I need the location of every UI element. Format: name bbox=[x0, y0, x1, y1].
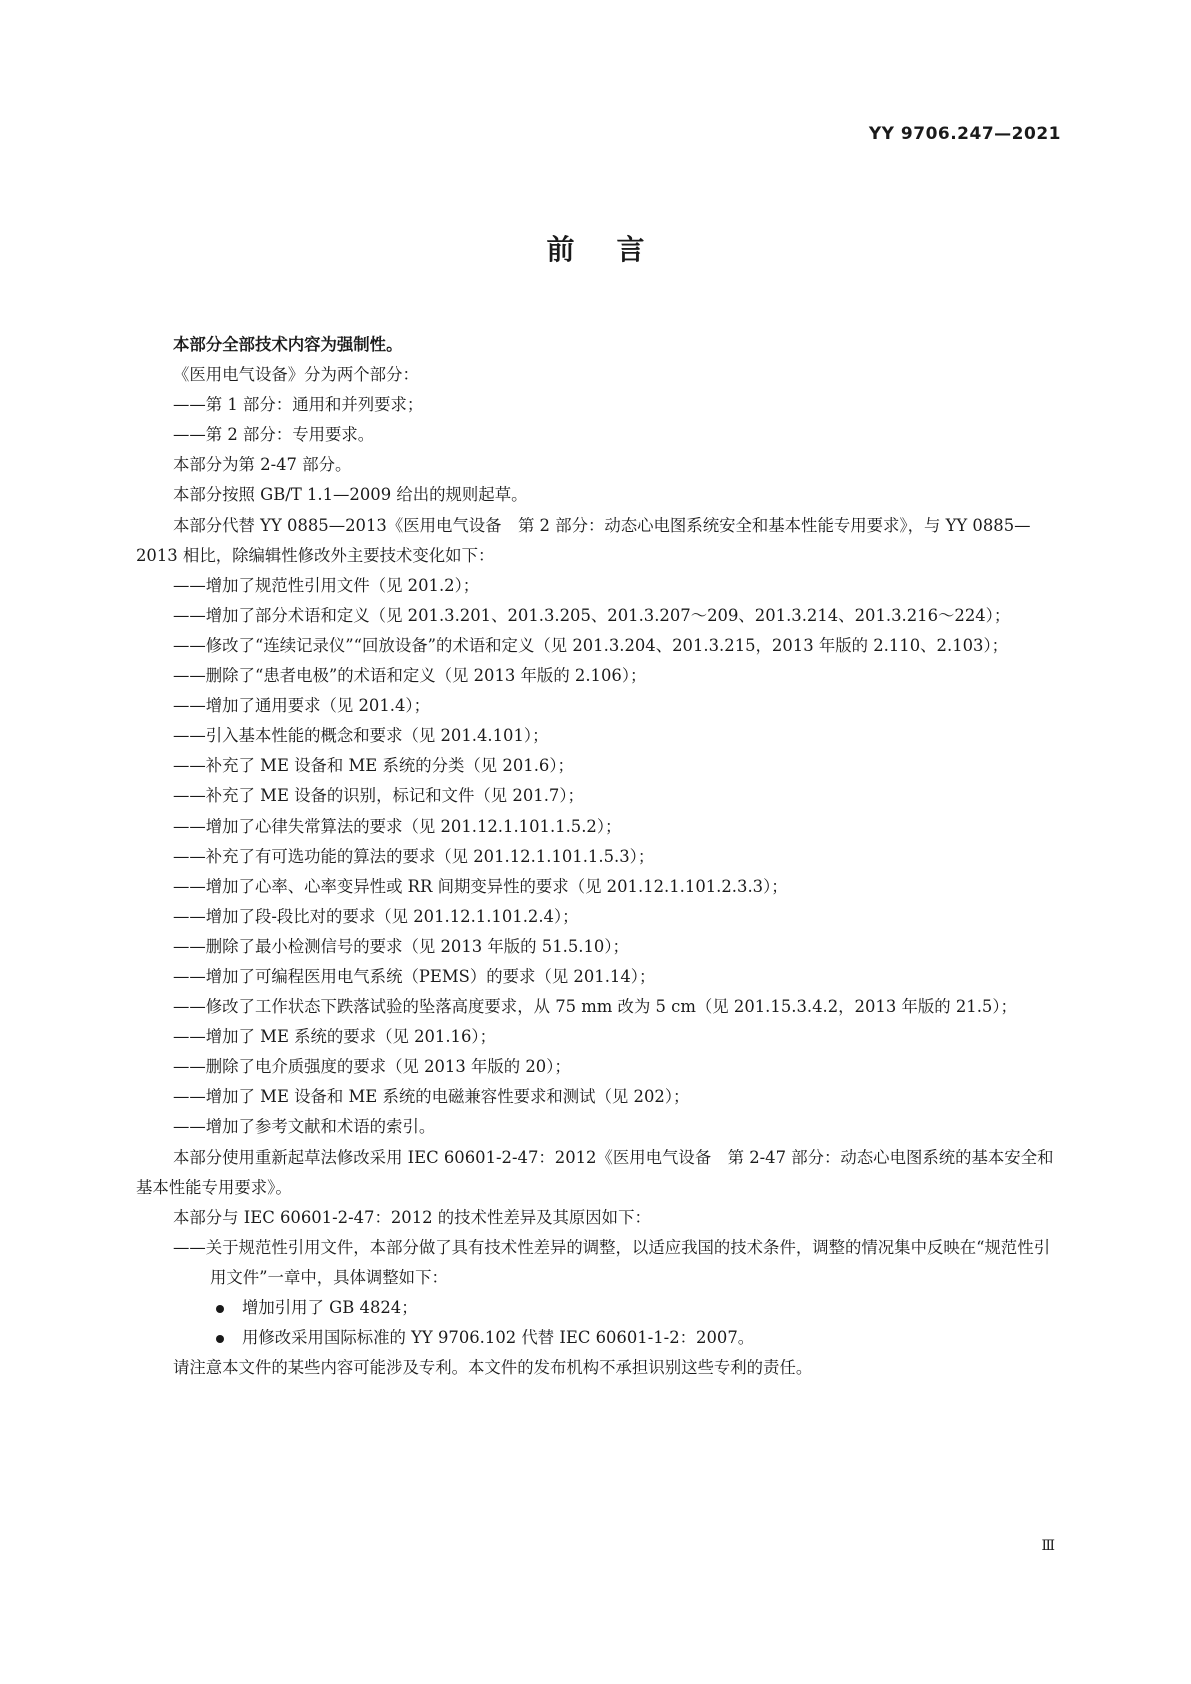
list-item bbox=[136, 872, 1061, 902]
list-item bbox=[136, 1233, 1061, 1293]
bullet-item bbox=[136, 1293, 1061, 1323]
list-item bbox=[136, 932, 1061, 962]
list-item-text: ——增加了 ME 设备和 ME 系统的电磁兼容性要求和测试（见 202）； bbox=[173, 1087, 690, 1107]
list-item-text: ——修改了工作状态下跌落试验的坠落高度要求，从 75 mm 改为 5 cm（见 201.15.3.4.2，2013 年版的 21.5）； bbox=[173, 997, 1017, 1017]
list-item bbox=[136, 902, 1061, 932]
list-item-text: ——引入基本性能的概念和要求（见 201.4.101）； bbox=[173, 726, 549, 746]
bullet-icon bbox=[216, 1305, 224, 1313]
list-item bbox=[136, 661, 1061, 691]
list-item bbox=[136, 751, 1061, 781]
list-item bbox=[136, 842, 1061, 872]
list-item-text: ——第 1 部分：通用和并列要求； bbox=[173, 395, 424, 415]
list-item bbox=[136, 1112, 1061, 1142]
patent-notice: 请注意本文件的某些内容可能涉及专利。本文件的发布机构不承担识别这些专利的责任。 bbox=[173, 1358, 813, 1378]
list-item-text: ——增加了参考文献和术语的索引。 bbox=[173, 1117, 436, 1137]
list-item-text: ——增加了心率、心率变异性或 RR 间期变异性的要求（见 201.12.1.101.2.3.3）； bbox=[173, 876, 788, 896]
part-number-paragraph: 本部分为第 2-47 部分。 bbox=[173, 455, 352, 475]
mandatory-statement: 本部分全部技术内容为强制性。 bbox=[173, 335, 403, 354]
list-item-text: ——增加了心律失常算法的要求（见 201.12.1.101.1.5.2）； bbox=[173, 816, 622, 836]
list-item bbox=[136, 1082, 1061, 1112]
bullet-text: 增加引用了 GB 4824； bbox=[242, 1298, 418, 1317]
list-item bbox=[136, 1052, 1061, 1082]
foreword-content bbox=[136, 330, 1061, 1383]
adoption-paragraph: 本部分使用重新起草法修改采用 IEC 60601-2-47：2012《医用电气设备 第 2-47 部分：动态心电图系统的基本安全和基本性能专用要求》。 bbox=[136, 1147, 1054, 1197]
list-item bbox=[136, 571, 1061, 601]
list-item bbox=[136, 691, 1061, 721]
list-item bbox=[136, 420, 1061, 450]
list-item-text: ——增加了规范性引用文件（见 201.2）； bbox=[173, 575, 480, 595]
list-item-text: ——增加了 ME 系统的要求（见 201.16）； bbox=[173, 1027, 496, 1047]
list-item bbox=[136, 631, 1061, 661]
standard-code: YY 9706.247—2021 bbox=[868, 124, 1061, 144]
list-item-text: ——第 2 部分：专用要求。 bbox=[173, 425, 375, 445]
list-item-text: ——修改了“连续记录仪”“回放设备”的术语和定义（见 201.3.204、201.3.215，2013 年版的 2.110、2.103）； bbox=[173, 635, 1009, 655]
page-number: Ⅲ bbox=[1041, 1538, 1055, 1554]
list-item-text: ——增加了可编程医用电气系统（PEMS）的要求（见 201.14）； bbox=[173, 966, 656, 986]
list-item-text: ——关于规范性引用文件，本部分做了具有技术性差异的调整，以适应我国的技术条件，调整的情况集中反映在“规范性引用文件”一章中，具体调整如下： bbox=[173, 1237, 1051, 1287]
list-item-text: ——删除了“患者电极”的术语和定义（见 2013 年版的 2.106）； bbox=[173, 666, 647, 686]
list-item bbox=[136, 992, 1061, 1022]
parts-intro: 《医用电气设备》分为两个部分： bbox=[173, 365, 419, 385]
bullet-text: 用修改采用国际标准的 YY 9706.102 代替 IEC 60601-1-2：2007。 bbox=[242, 1328, 755, 1348]
list-item-text: ——增加了部分术语和定义（见 201.3.201、201.3.205、201.3.207～209、201.3.214、201.3.216～224）； bbox=[173, 605, 1011, 625]
list-item bbox=[136, 721, 1061, 751]
list-item bbox=[136, 812, 1061, 842]
replacement-paragraph: 本部分代替 YY 0885—2013《医用电气设备 第 2 部分：动态心电图系统安全和基本性能专用要求》，与 YY 0885—2013 相比，除编辑性修改外主要技术变化如下： bbox=[136, 515, 1031, 565]
list-item bbox=[136, 1022, 1061, 1052]
differences-intro: 本部分与 IEC 60601-2-47：2012 的技术性差异及其原因如下： bbox=[173, 1207, 651, 1227]
page-title: 前言 bbox=[546, 233, 687, 266]
list-item bbox=[136, 781, 1061, 811]
list-item-text: ——增加了段-段比对的要求（见 201.12.1.101.2.4）； bbox=[173, 906, 579, 926]
list-item-text: ——删除了电介质强度的要求（见 2013 年版的 20）； bbox=[173, 1057, 571, 1077]
list-item-text: ——补充了有可选功能的算法的要求（见 201.12.1.101.1.5.3）； bbox=[173, 846, 655, 866]
list-item bbox=[136, 962, 1061, 992]
list-item-text: ——增加了通用要求（见 201.4）； bbox=[173, 696, 431, 716]
list-item-text: ——补充了 ME 设备的识别，标记和文件（见 201.7）； bbox=[173, 786, 584, 806]
drafting-rules-paragraph: 本部分按照 GB/T 1.1—2009 给出的规则起草。 bbox=[173, 485, 528, 505]
list-item-text: ——删除了最小检测信号的要求（见 2013 年版的 51.5.10）； bbox=[173, 936, 629, 956]
list-item bbox=[136, 390, 1061, 420]
list-item-text: ——补充了 ME 设备和 ME 系统的分类（见 201.6）； bbox=[173, 756, 574, 776]
bullet-item bbox=[136, 1323, 1061, 1353]
list-item bbox=[136, 601, 1061, 631]
